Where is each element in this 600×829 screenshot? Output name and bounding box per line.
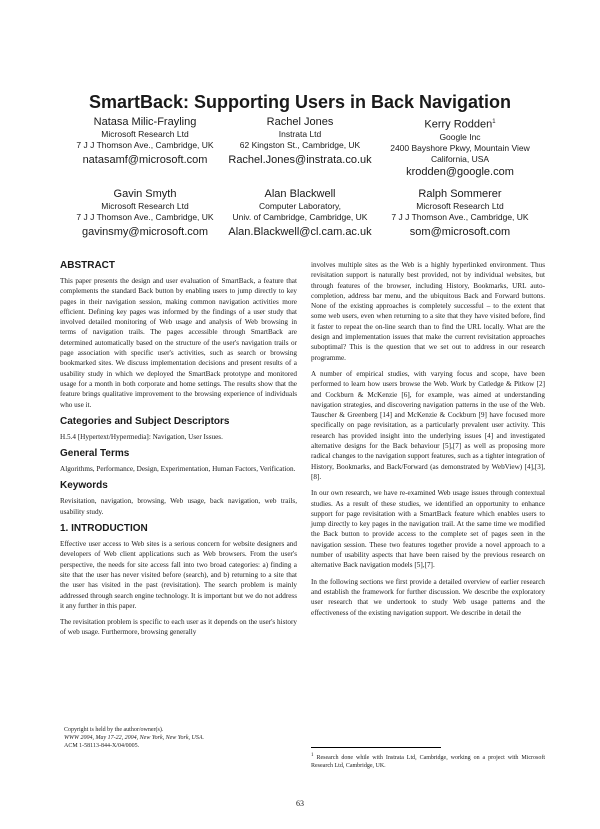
author-address: 62 Kingston St., Cambridge, UK <box>239 140 361 150</box>
author-affiliation: Microsoft Research Ltd <box>101 201 189 211</box>
author-email: krodden@google.com <box>406 165 514 178</box>
author-name: Gavin Smyth <box>113 188 177 200</box>
abstract-text: This paper presents the design and user evaluation of SmartBack, a feature that complements the standard Back button by enabling users to jump directly to key pages in their navigation session, making common navigation activities more efficient. Defining key pages was informed by the findings of a user study that involved detailed monitoring of Web usage and analysis of Web browsing in terms of navigation trails. The pages accessible through SmartBack are determined automatically based on the structure of the user's navigation trails or page association with specific user's activities, such as search or browsing bookmarked sites. We discuss implementation decisions and present results of a usability study in which we deployed the SmartBack prototype and monitored usage for a month in both corporate and home settings. The results show that the feature brings qualitative improvement to the browsing experience of individuals who use it. <box>60 277 297 409</box>
copyright-line: Copyright is held by the author/owner(s). <box>64 727 164 733</box>
author-name: Ralph Sommerer <box>418 188 502 200</box>
intro-paragraph-1: Effective user access to Web sites is a serious concern for website designers and developers of Web client applications such as Web browsers. From the user's perspective, the needs for site access fall into two broad categories: a) finding a site that the user has never visited before (search), and b) returning to a site that the user has visited in the past (revisitation). The search problem is mainly addressed through search engine technology. It is important but we do not address it any further in this paper. <box>60 540 297 610</box>
categories-text: H.5.4 [Hypertext/Hypermedia]: Navigation, User Issues. <box>60 432 223 441</box>
author-affiliation: Microsoft Research Ltd <box>101 129 189 139</box>
author-email: gavinsmy@microsoft.com <box>81 226 209 238</box>
footnote <box>311 752 545 770</box>
general-terms-text: Algorithms, Performance, Design, Experimentation, Human Factors, Verification. <box>60 465 296 474</box>
acm-line: ACM 1-58113-844-X/04/0005. <box>64 743 140 749</box>
conference-line: WWW 2004, May 17-22, 2004, New York, New York, USA. <box>64 735 205 741</box>
author-email: natasamf@microsoft.com <box>82 154 208 166</box>
right-column <box>311 260 545 624</box>
author-affiliation: Google Inc <box>439 131 481 142</box>
author-email: Alan.Blackwell@cl.cam.ac.uk <box>228 226 372 238</box>
author-affiliation: Microsoft Research Ltd <box>416 201 504 211</box>
footnote-text: Research done while with Instrata Ltd, Cambridge, working on a project with Microsoft Research Ltd, Cambridge, UK. <box>311 755 546 769</box>
footnote-rule <box>311 747 441 748</box>
right-paragraph-1: involves multiple sites as the Web is a highly hyperlinked environment. Thus revisitation support is naturally best provided, not by individual websites, but through features of the browser, including History, Bookmarks, URL auto-completion, address bar menu, and the ubiquitous Back and Forward buttons. None of the existing approaches is completely successful – to the extent that some web users, even when returning to a site that they have visited before, find it faster to repeat the on-line search than to find the URL locally. What are the design and implementation issues that make the current revisitation approaches suboptimal? This is the question that we set out to address in our research programme. <box>311 261 545 362</box>
right-paragraph-3: In our own research, we have re-examined Web usage issues through contextual studies. As a result of these studies, we identified an opportunity to enhance support for page revisitation with a SmartBack feature which enables users to jump directly to key pages in the navigation trail. At the same time we modified the Back button to provide access to the complete set of pages seen in the navigation session. These two features together provide a novel approach to a number of usability aspects that have been raised by the previous research on alternative Back navigation models [5],[7]. <box>311 489 545 570</box>
keywords-text: Revisitation, navigation, browsing, Web usage, back navigation, web trails, usability study. <box>60 497 297 516</box>
author-address: 7 J J Thomson Ave., Cambridge, UK <box>76 212 214 222</box>
intro-paragraph-2: The revisitation problem is specific to each user as it depends on the user's history of web usage. Furthermore, browsing generally <box>60 618 297 637</box>
copyright-block <box>64 726 294 750</box>
right-paragraph-2: A number of empirical studies, with varying focus and scope, have been performed to learn how users browse the Web. Work by Catledge & Pitkow [2] and Cockburn & McKenzie [6], for example, was aimed at understanding navigation strategies, and discovering navigation patterns in the use of the Web. Tauscher & Greenberg [14] and McKenzie & Cockburn [9] have focused more specifically on page revisitation, as a particularly prevalent user activity. This research has provided insight into the underlying issues [4] and investigated alternative designs for the Back behaviour [5],[7] as well as proposing more radical changes to the navigation support features, such as a tighter integration of History, Bookmarks, and Back/Forward (as demonstrated by WebView) [4],[3],[8]. <box>311 369 545 481</box>
footnote-mark: 1 <box>311 753 314 758</box>
author-email: Rachel.Jones@instrata.co.uk <box>228 154 372 166</box>
introduction-heading: 1. INTRODUCTION <box>60 523 148 535</box>
categories-heading: Categories and Subject Descriptors <box>60 415 230 427</box>
general-terms-heading: General Terms <box>60 448 130 460</box>
right-paragraph-4: In the following sections we first provide a detailed overview of earlier research and establish the framework for further discussion. We describe the exploratory user research that we undertook to study Web usage patterns and the effectiveness of the existing navigation support. We describe in detail the <box>311 577 545 617</box>
author-block <box>360 116 560 179</box>
author-name: Kerry Rodden$^1$ <box>424 118 496 131</box>
author-address: 7 J J Thomson Ave., Cambridge, UK <box>76 140 214 150</box>
author-name: Alan Blackwell <box>264 188 336 200</box>
author-name: Natasa Milic-Frayling <box>93 116 197 128</box>
author-affiliation: Instrata Ltd <box>278 129 322 139</box>
author-block <box>360 188 560 239</box>
author-address: Univ. of Cambridge, Cambridge, UK <box>232 212 368 222</box>
keywords-heading: Keywords <box>60 480 108 492</box>
paper-title: SmartBack: Supporting Users in Back Navigation <box>88 92 512 112</box>
page-number: 63 <box>296 799 304 808</box>
author-name: Rachel Jones <box>266 116 334 128</box>
left-column <box>60 260 297 644</box>
author-email: som@microsoft.com <box>409 226 511 238</box>
author-address-2: California, USA <box>430 153 490 164</box>
author-address: 7 J J Thomson Ave., Cambridge, UK <box>391 212 529 222</box>
author-affiliation: Computer Laboratory, <box>258 201 342 211</box>
author-address: 2400 Bayshore Pkwy, Mountain View <box>390 142 530 153</box>
abstract-heading: ABSTRACT <box>60 260 115 271</box>
